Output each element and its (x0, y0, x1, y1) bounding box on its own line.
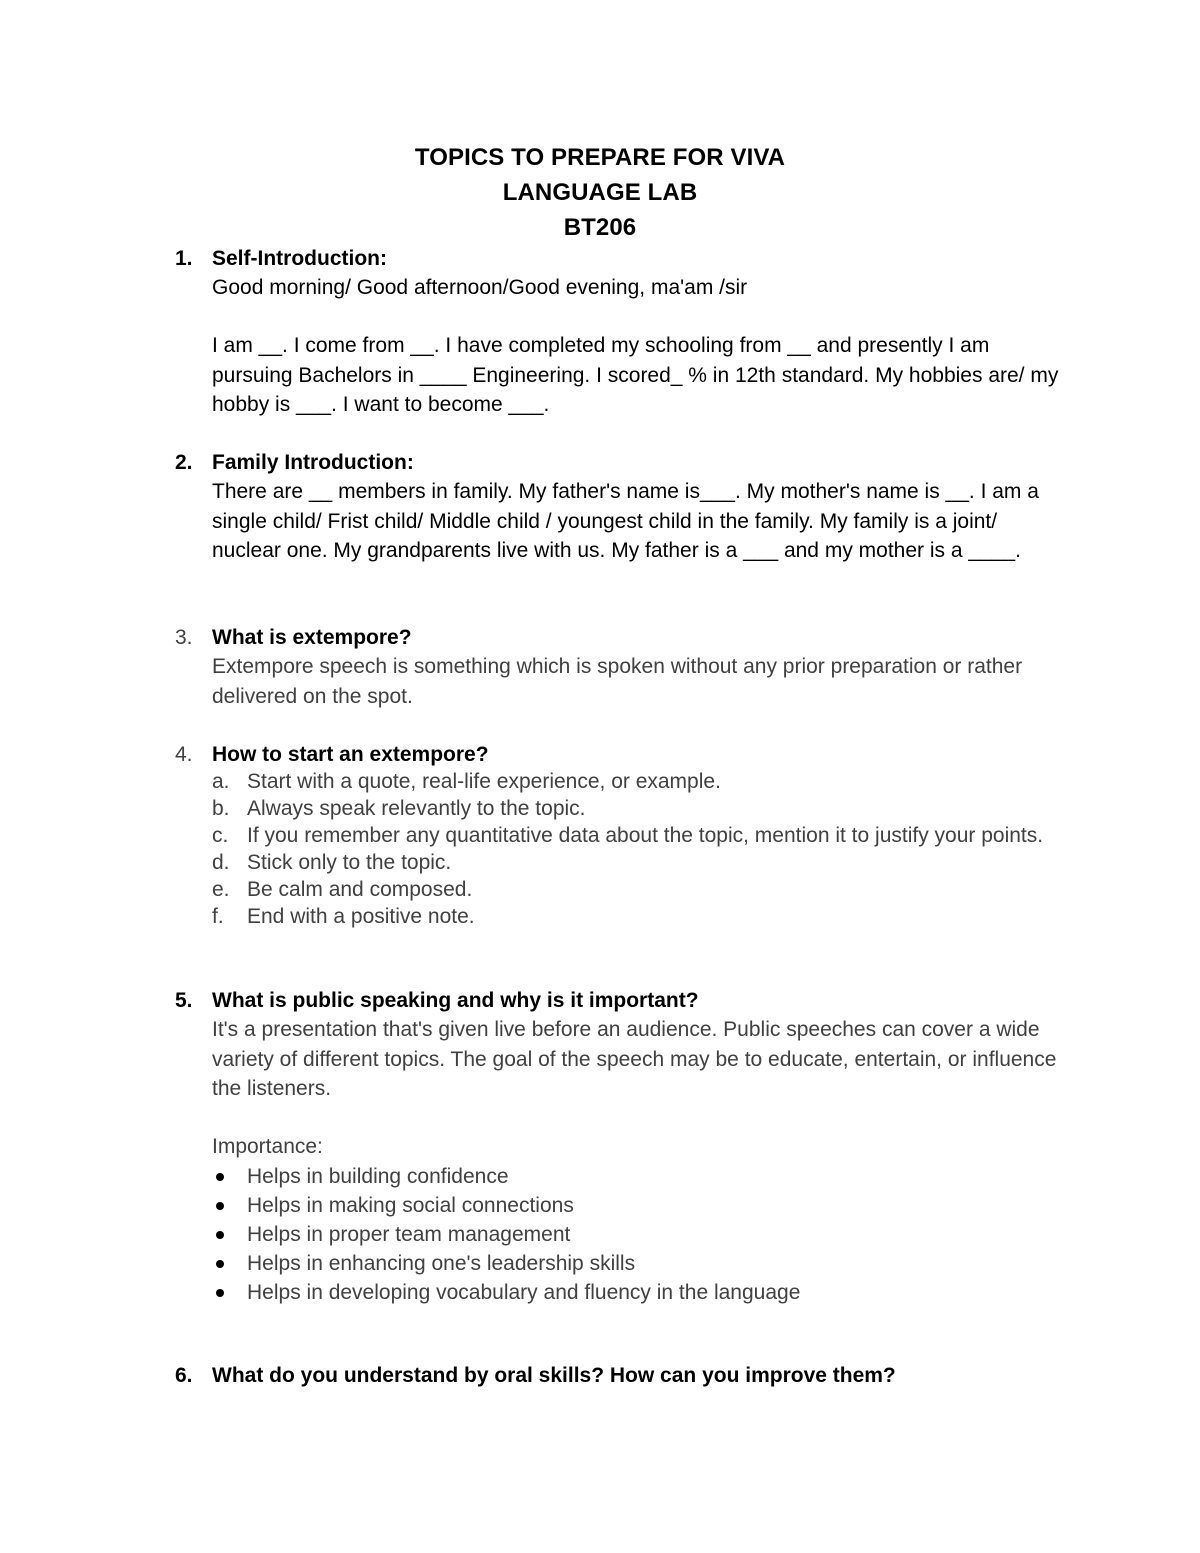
list-item (212, 849, 1062, 876)
list-item-text: Be calm and composed. (247, 878, 473, 901)
list-item (212, 1278, 1062, 1307)
document-title: TOPICS TO PREPARE FOR VIVA (414, 144, 786, 171)
course-code: BT206 (563, 214, 637, 241)
section-body: There are __ members in family. My father's name is___. My mother's name is __. I am a single child/ Frist child/ Middle child / youngest child in the family. My family is a joint/ nuclear one. My grandparents live with us. My father is a ___ and my mother is a ____. (212, 480, 1039, 562)
list-item (212, 1220, 1062, 1249)
section-heading: Self-Introduction: (212, 247, 387, 270)
section-number: 5. (175, 989, 193, 1012)
bullet-icon (216, 1260, 224, 1268)
section-heading: What is public speaking and why is it important? (212, 989, 699, 1012)
list-item-text: Start with a quote, real-life experience, or example. (247, 770, 721, 793)
document-title-block (0, 140, 1200, 245)
list-marker: d. (212, 851, 230, 874)
document-subtitle: LANGUAGE LAB (502, 179, 698, 206)
section-heading: What do you understand by oral skills? How can you improve them? (212, 1364, 896, 1387)
list-marker: b. (212, 797, 230, 820)
bullet-icon (216, 1173, 224, 1181)
list-item (212, 768, 1062, 795)
section-number: 1. (175, 247, 193, 270)
list-item (212, 876, 1062, 903)
section-heading: How to start an extempore? (212, 743, 489, 766)
list-item (212, 1162, 1062, 1191)
list-marker: f. (212, 905, 224, 928)
list-item-text: Always speak relevantly to the topic. (247, 797, 586, 820)
section-number: 2. (175, 451, 193, 474)
importance-label: Importance: (212, 1135, 323, 1158)
list-item-text: Stick only to the topic. (247, 851, 452, 874)
list-item-text: Helps in proper team management (247, 1223, 571, 1246)
bullet-icon (216, 1289, 224, 1297)
tips-list (212, 768, 1062, 930)
list-item-text: If you remember any quantitative data about the topic, mention it to justify your points. (247, 824, 1044, 847)
list-item (212, 1191, 1062, 1220)
list-marker: c. (212, 824, 229, 847)
list-marker: a. (212, 770, 230, 793)
importance-list (212, 1162, 1062, 1307)
section-body: It's a presentation that's given live before an audience. Public speeches can cover a wide variety of different topics. The goal of the speech may be to educate, entertain, or influence the listeners. (212, 1018, 1057, 1100)
list-item-text: End with a positive note. (247, 905, 475, 928)
list-marker: e. (212, 878, 230, 901)
section-heading: What is extempore? (212, 626, 412, 649)
bullet-icon (216, 1231, 224, 1239)
list-item (212, 795, 1062, 822)
list-item (212, 822, 1062, 849)
section-body: I am __. I come from __. I have completed my schooling from __ and presently I am pursuing Bachelors in ____ Engineering. I scored_ % in 12th standard. My hobbies are/ my hobby is ___. I want to become ___. (212, 334, 1059, 416)
list-item-text: Helps in making social connections (247, 1194, 574, 1217)
list-item-text: Helps in developing vocabulary and fluency in the language (247, 1281, 801, 1304)
section-number: 4. (175, 743, 193, 766)
list-item-text: Helps in enhancing one's leadership skills (247, 1252, 636, 1275)
list-item-text: Helps in building confidence (247, 1165, 509, 1188)
section-body: Extempore speech is something which is spoken without any prior preparation or rather delivered on the spot. (212, 655, 1023, 708)
greeting-text: Good morning/ Good afternoon/Good evening, ma'am /sir (212, 276, 748, 299)
section-number: 3. (175, 626, 193, 649)
section-number: 6. (175, 1364, 193, 1387)
list-item (212, 1249, 1062, 1278)
list-item (212, 903, 1062, 930)
section-heading: Family Introduction: (212, 451, 414, 474)
bullet-icon (216, 1202, 224, 1210)
